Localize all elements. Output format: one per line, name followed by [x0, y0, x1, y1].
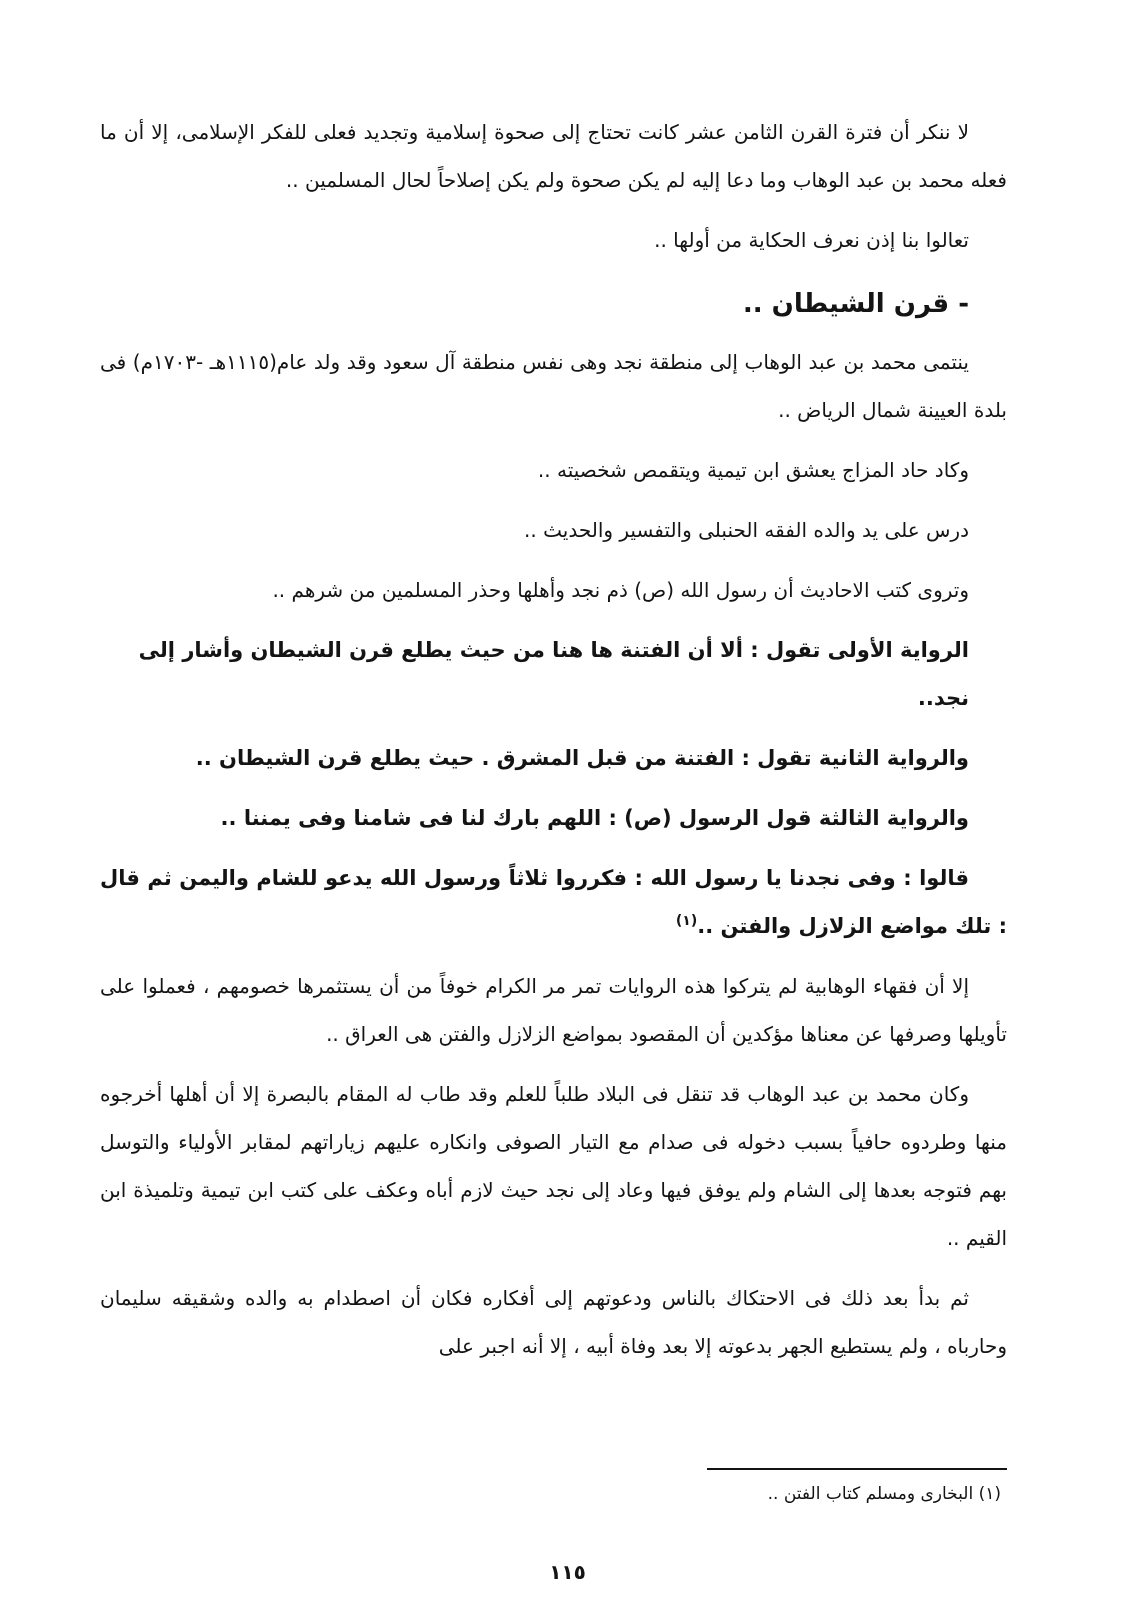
paragraph-4: وكاد حاد المزاج يعشق ابن تيمية ويتقمص شخصيته ..: [537, 458, 969, 482]
footnote-reference: (١): [675, 913, 698, 929]
narration-1: الرواية الأولى تقول : ألا أن الفتنة ها هنا من حيث يطلع قرن الشيطان وأشار إلى نجد..: [138, 638, 969, 710]
section-heading: - قرن الشيطان ..: [742, 289, 969, 319]
paragraph-11: إلا أن فقهاء الوهابية لم يتركوا هذه الروايات تمر مر الكرام خوفاً من أن يستثمرها خصومهم ، فعملوا على تأويلها وصرفها عن معناها مؤكدين أن المقصود بمواضع الزلازل والفتن هى العراق ..: [100, 974, 1007, 1046]
paragraph-3: ينتمى محمد بن عبد الوهاب إلى منطقة نجد وهى نفس منطقة آل سعود وقد ولد عام(١١١٥هـ -١٧٠٣م) فى بلدة العيينة شمال الرياض ..: [100, 350, 1007, 422]
footnote: (١) البخارى ومسلم كتاب الفتن ..: [767, 1484, 1001, 1504]
body-text: [100, 108, 1007, 1382]
narration-3: والرواية الثالثة قول الرسول (ص) : اللهم بارك لنا فى شامنا وفى يمننا ..: [220, 806, 969, 830]
footnote-divider: [707, 1468, 1007, 1470]
paragraph-12: وكان محمد بن عبد الوهاب قد تنقل فى البلاد طلباً للعلم وقد طاب له المقام بالبصرة إلا أن أهلها أخرجوه منها وطردوه حافياً بسبب دخوله فى صدام مع التيار الصوفى وانكاره عليهم زياراتهم لمقابر الأولياء والتوسل بهم فتوجه بعدها إلى الشام ولم يوفق فيها وعاد إلى نجد حيث لازم أباه وعكف على كتب ابن تيمية وتلميذة ابن القيم ..: [100, 1082, 1007, 1250]
narration-2: والرواية الثانية تقول : الفتنة من قبل المشرق . حيث يطلع قرن الشيطان ..: [195, 746, 969, 770]
paragraph-5: درس على يد والده الفقه الحنبلى والتفسير والحديث ..: [524, 518, 969, 542]
paragraph-2: تعالوا بنا إذن نعرف الحكاية من أولها ..: [654, 228, 969, 252]
paragraph-13: ثم بدأ بعد ذلك فى الاحتكاك بالناس ودعوتهم إلى أفكاره فكان أن اصطدام به والده وشقيقه سليمان وحارباه ، ولم يستطيع الجهر بدعوته إلا بعد وفاة أبيه ، إلا أنه اجبر على: [100, 1286, 1007, 1358]
paragraph-1: لا ننكر أن فترة القرن الثامن عشر كانت تحتاج إلى صحوة إسلامية وتجديد فعلى للفكر الإسلامى، إلا أن ما فعله محمد بن عبد الوهاب وما دعا إليه لم يكن صحوة ولم يكن إصلاحاً لحال المسلمين ..: [100, 120, 1007, 192]
narration-4: [100, 854, 1007, 950]
narration-4-text: قالوا : وفى نجدنا يا رسول الله : فكرروا ثلاثاً ورسول الله يدعو للشام واليمن ثم قال : تلك مواضع الزلازل والفتن ..: [100, 866, 1007, 938]
paragraph-6: وتروى كتب الاحاديث أن رسول الله (ص) ذم نجد وأهلها وحذر المسلمين من شرهم ..: [272, 578, 969, 602]
page-number: ١١٥: [549, 1560, 586, 1584]
